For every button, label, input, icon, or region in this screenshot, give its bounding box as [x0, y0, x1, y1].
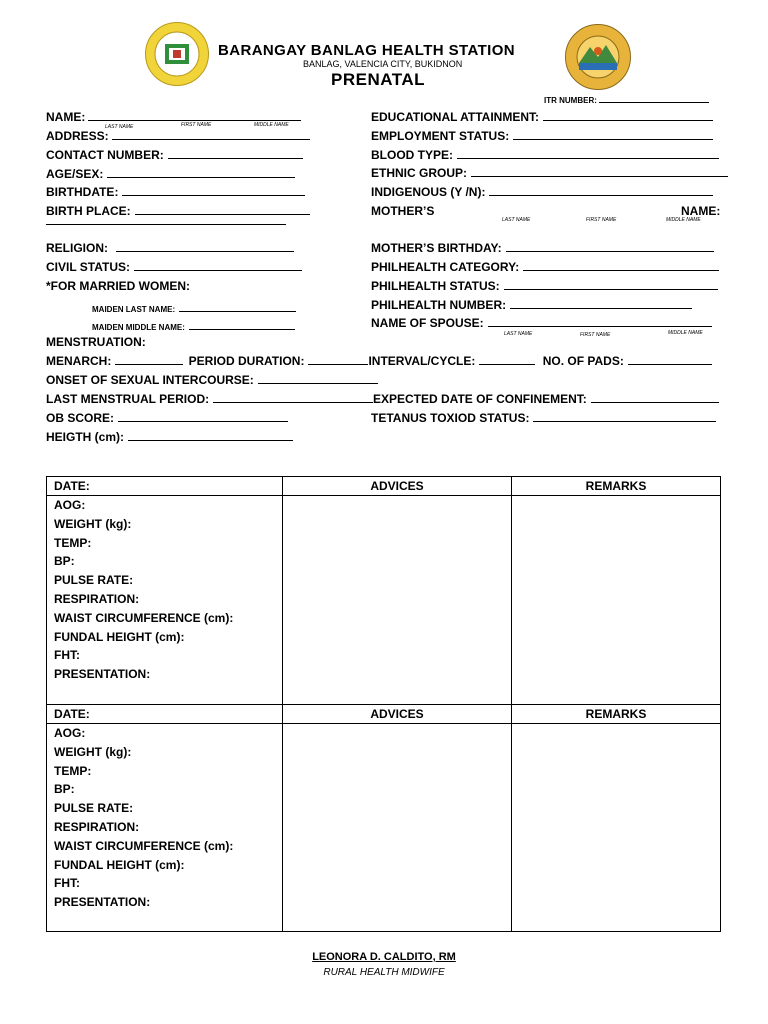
period-duration-label: PERIOD DURATION:: [188, 354, 305, 368]
number-of-pads-label: NO. OF PADS:: [542, 354, 624, 368]
name-first-sublabel: FIRST NAME: [181, 122, 212, 128]
pulse-rate-label: PULSE RATE:: [54, 573, 134, 588]
advices-cell[interactable]: [283, 496, 512, 705]
mothers-birthday-field[interactable]: [371, 241, 714, 255]
interval-cycle-input[interactable]: [479, 354, 535, 365]
religion-label: RELIGION:: [46, 241, 108, 255]
mothers-label: MOTHER’S: [371, 204, 435, 218]
signatory-name: LEONORA D. CALDITO, RM: [312, 951, 456, 963]
indigenous-field[interactable]: [371, 185, 713, 199]
vitals-cell[interactable]: [47, 496, 283, 705]
visit-table-1: [46, 476, 721, 705]
spouse-name-field[interactable]: [371, 316, 712, 330]
mother-last-sublabel: LAST NAME: [502, 217, 531, 223]
fht-label: FHT:: [54, 648, 80, 663]
itr-number-label: ITR NUMBER:: [544, 96, 597, 105]
station-address: BANLAG, VALENCIA CITY, BUKIDNON: [303, 59, 463, 69]
ethnic-group-field[interactable]: [371, 166, 728, 180]
temp-label: TEMP:: [54, 535, 92, 550]
presentation-label: PRESENTATION:: [54, 667, 151, 682]
mothers-name-label: NAME:: [681, 204, 721, 218]
spouse-name-label: NAME OF SPOUSE:: [371, 316, 484, 330]
civil-status-label: CIVIL STATUS:: [46, 260, 130, 274]
educational-attainment-label: EDUCATIONAL ATTAINMENT:: [371, 110, 539, 124]
fht-label: FHT:: [54, 876, 80, 891]
address-field[interactable]: [46, 129, 310, 143]
date-header: DATE:: [47, 477, 283, 496]
ethnic-group-label: ETHNIC GROUP:: [371, 166, 467, 180]
visit-table-row: [47, 496, 721, 705]
station-title: BARANGAY BANLAG HEALTH STATION: [218, 42, 515, 59]
blood-type-label: BLOOD TYPE:: [371, 148, 454, 162]
form-title: PRENATAL: [331, 70, 426, 89]
height-label: HEIGTH (cm):: [46, 430, 124, 444]
birth-place-line-2[interactable]: [46, 224, 286, 225]
philhealth-number-field[interactable]: [371, 298, 692, 312]
last-menstrual-period-label: LAST MENSTRUAL PERIOD:: [46, 392, 210, 406]
onset-intercourse-label: ONSET OF SEXUAL INTERCOURSE:: [46, 373, 254, 387]
maiden-middle-name-label: MAIDEN MIDDLE NAME:: [92, 323, 185, 332]
philhealth-category-field[interactable]: [371, 260, 719, 274]
educational-attainment-field[interactable]: [371, 110, 713, 124]
employment-status-field[interactable]: [371, 129, 713, 143]
vitals-cell[interactable]: [47, 724, 283, 932]
address-label: ADDRESS:: [46, 129, 109, 143]
birthdate-field[interactable]: [46, 185, 305, 199]
onset-intercourse-field[interactable]: [46, 373, 378, 387]
menarch-input[interactable]: [115, 354, 183, 365]
philhealth-category-label: PHILHEALTH CATEGORY:: [371, 260, 520, 274]
ob-score-label: OB SCORE:: [46, 411, 115, 425]
barangay-banlag-seal: [565, 24, 631, 90]
presentation-label: PRESENTATION:: [54, 895, 151, 910]
advices-header: ADVICES: [283, 477, 512, 496]
birth-place-label: BIRTH PLACE:: [46, 204, 131, 218]
name-label: NAME:: [46, 110, 86, 124]
menstruation-row: [46, 354, 712, 368]
birth-place-field[interactable]: [46, 204, 310, 218]
contact-number-field[interactable]: [46, 148, 303, 162]
birthdate-label: BIRTHDATE:: [46, 185, 119, 199]
blood-type-field[interactable]: [371, 148, 719, 162]
weight-label: WEIGHT (kg):: [54, 744, 132, 759]
name-middle-sublabel: MIDDLE NAME: [254, 122, 289, 128]
age-sex-field[interactable]: [46, 167, 295, 181]
menarch-label: MENARCH:: [46, 354, 112, 368]
religion-field[interactable]: [46, 241, 294, 255]
respiration-label: RESPIRATION:: [54, 819, 140, 834]
weight-label: WEIGHT (kg):: [54, 516, 132, 531]
advices-header: ADVICES: [283, 705, 512, 724]
philhealth-status-field[interactable]: [371, 279, 718, 293]
temp-label: TEMP:: [54, 763, 92, 778]
interval-cycle-label: INTERVAL/CYCLE:: [368, 354, 476, 368]
tetanus-status-field[interactable]: [371, 411, 716, 425]
aog-label: AOG:: [54, 726, 86, 740]
expected-confinement-field[interactable]: [373, 392, 719, 406]
last-menstrual-period-field[interactable]: [46, 392, 373, 406]
visit-table-header: [47, 705, 721, 724]
maiden-middle-name-field[interactable]: [92, 319, 295, 332]
waist-circumference-label: WAIST CIRCUMFERENCE (cm):: [54, 610, 234, 625]
civil-status-field[interactable]: [46, 260, 302, 274]
period-duration-input[interactable]: [308, 354, 368, 365]
mother-first-sublabel: FIRST NAME: [586, 217, 617, 223]
date-header: DATE:: [47, 705, 283, 724]
maiden-last-name-field[interactable]: [92, 301, 296, 314]
menstruation-heading: MENSTRUATION:: [46, 335, 146, 349]
philhealth-number-label: PHILHEALTH NUMBER:: [371, 298, 507, 312]
spouse-last-sublabel: LAST NAME: [504, 331, 533, 337]
contact-number-label: CONTACT NUMBER:: [46, 148, 164, 162]
valencia-city-seal: [145, 22, 209, 86]
mothers-birthday-label: MOTHER’S BIRTHDAY:: [371, 241, 502, 255]
indigenous-label: INDIGENOUS (Y /N):: [371, 185, 486, 199]
bp-label: BP:: [54, 782, 75, 797]
number-of-pads-input[interactable]: [628, 354, 712, 365]
fundal-height-label: FUNDAL HEIGHT (cm):: [54, 857, 185, 872]
visit-table-2: [46, 704, 721, 932]
expected-confinement-label: EXPECTED DATE OF CONFINEMENT:: [373, 392, 587, 406]
advices-cell[interactable]: [283, 724, 512, 932]
respiration-label: RESPIRATION:: [54, 591, 140, 606]
philhealth-status-label: PHILHEALTH STATUS:: [371, 279, 500, 293]
mother-middle-sublabel: MIDDLE NAME: [666, 217, 701, 223]
spouse-middle-sublabel: MIDDLE NAME: [668, 330, 703, 336]
age-sex-label: AGE/SEX:: [46, 167, 104, 181]
bp-label: BP:: [54, 554, 75, 569]
name-last-sublabel: LAST NAME: [105, 124, 134, 130]
height-field[interactable]: [46, 430, 293, 444]
employment-status-label: EMPLOYMENT STATUS:: [371, 129, 510, 143]
visit-table-row: [47, 724, 721, 932]
tetanus-status-label: TETANUS TOXIOD STATUS:: [371, 411, 530, 425]
ob-score-field[interactable]: [46, 411, 288, 425]
married-women-heading: *FOR MARRIED WOMEN:: [46, 279, 190, 293]
maiden-last-name-label: MAIDEN LAST NAME:: [92, 305, 176, 314]
remarks-cell[interactable]: [512, 724, 721, 932]
spouse-first-sublabel: FIRST NAME: [580, 332, 611, 338]
remarks-cell[interactable]: [512, 496, 721, 705]
visit-table-header: [47, 477, 721, 496]
itr-number-field[interactable]: [544, 95, 709, 105]
fundal-height-label: FUNDAL HEIGHT (cm):: [54, 629, 185, 644]
aog-label: AOG:: [54, 498, 86, 512]
waist-circumference-label: WAIST CIRCUMFERENCE (cm):: [54, 838, 234, 853]
pulse-rate-label: PULSE RATE:: [54, 801, 134, 816]
signatory-role: RURAL HEALTH MIDWIFE: [323, 967, 445, 978]
remarks-header: REMARKS: [512, 477, 721, 496]
remarks-header: REMARKS: [512, 705, 721, 724]
